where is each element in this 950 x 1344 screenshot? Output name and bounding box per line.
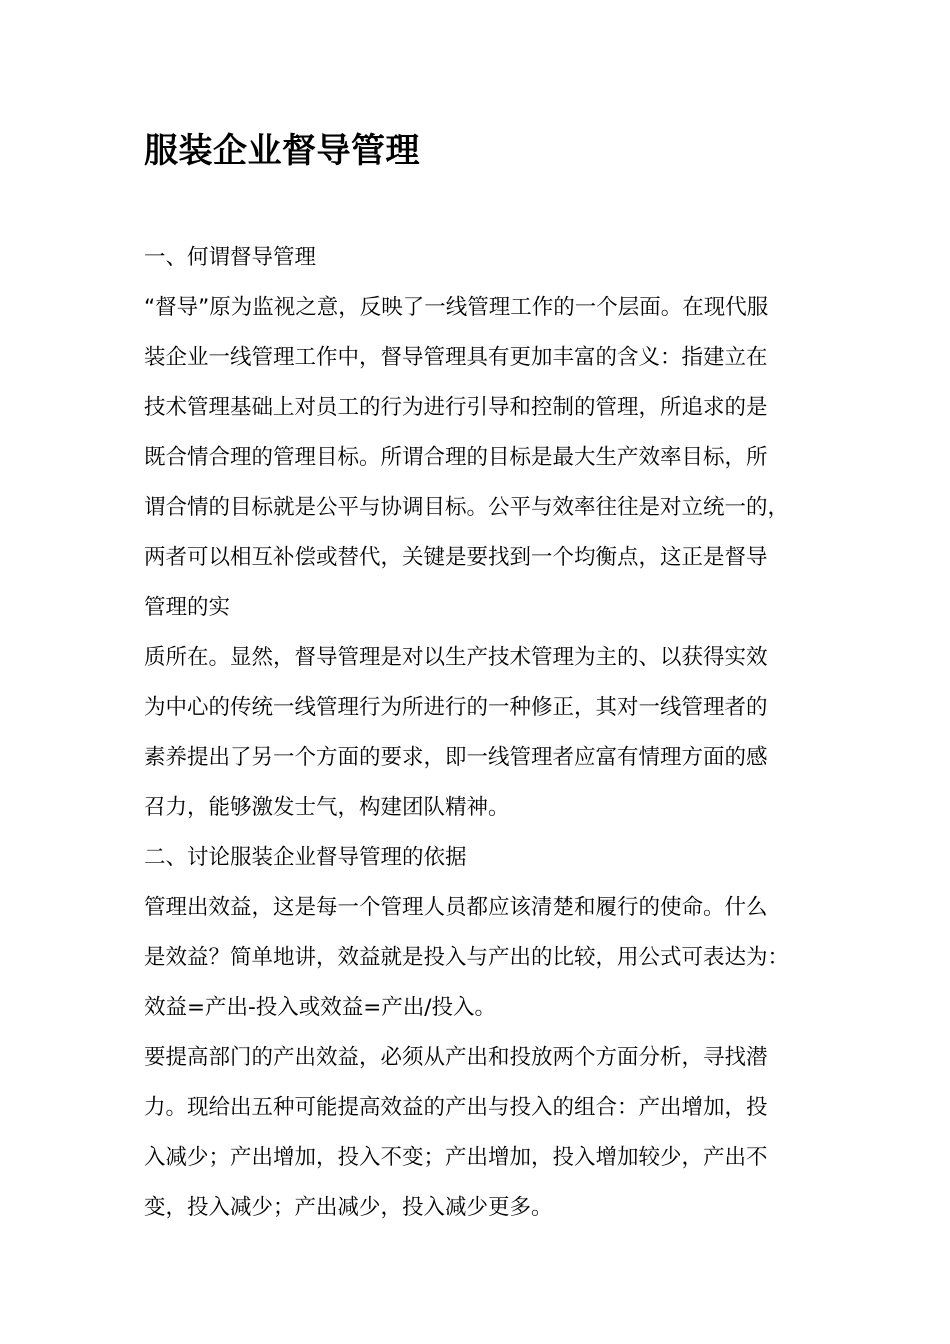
formula-line: 效益=产出-投入或效益=产出/投入。 <box>144 995 497 1020</box>
paragraph-line: 是效益？简单地讲，效益就是投入与产出的比较，用公式可表达为： <box>144 945 790 970</box>
paragraph-line: 变，投入减少；产出减少，投入减少更多。 <box>144 1195 553 1220</box>
paragraph-line: 质所在。显然，督导管理是对以生产技术管理为主的、以获得实效 <box>144 645 768 670</box>
paragraph-line: “督导”原为监视之意，反映了一线管理工作的一个层面。在现代服 <box>144 295 769 320</box>
paragraph-line: 为中心的传统一线管理行为所进行的一种修正，其对一线管理者的 <box>144 695 768 720</box>
paragraph-line: 素养提出了另一个方面的要求，即一线管理者应富有情理方面的感 <box>144 745 768 770</box>
paragraph-line: 召力，能够激发士气，构建团队精神。 <box>144 795 510 820</box>
paragraph-line: 管理的实 <box>144 595 231 620</box>
paragraph-line: 技术管理基础上对员工的行为进行引导和控制的管理，所追求的是 <box>144 395 768 420</box>
paragraph-line: 两者可以相互补偿或替代，关键是要找到一个均衡点，这正是督导 <box>144 545 768 570</box>
document-body <box>144 233 824 1233</box>
paragraph-line: 装企业一线管理工作中，督导管理具有更加丰富的含义：指建立在 <box>144 345 768 370</box>
paragraph-line: 既合情合理的管理目标。所谓合理的目标是最大生产效率目标，所 <box>144 445 768 470</box>
document-page <box>144 128 824 1220</box>
document-title: 服装企业督导管理 <box>144 131 420 171</box>
section-heading-1: 一、何谓督导管理 <box>144 245 317 270</box>
paragraph-line: 力。现给出五种可能提高效益的产出与投入的组合：产出增加，投 <box>144 1095 768 1120</box>
paragraph-line: 谓合情的目标就是公平与协调目标。公平与效率往往是对立统一的， <box>144 495 790 520</box>
paragraph-line: 管理出效益，这是每一个管理人员都应该清楚和履行的使命。什么 <box>144 895 768 920</box>
paragraph-line: 入减少；产出增加，投入不变；产出增加，投入增加较少，产出不 <box>144 1145 768 1170</box>
paragraph-line: 要提高部门的产出效益，必须从产出和投放两个方面分析，寻找潜 <box>144 1045 768 1070</box>
section-heading-2: 二、讨论服装企业督导管理的依据 <box>144 845 467 870</box>
